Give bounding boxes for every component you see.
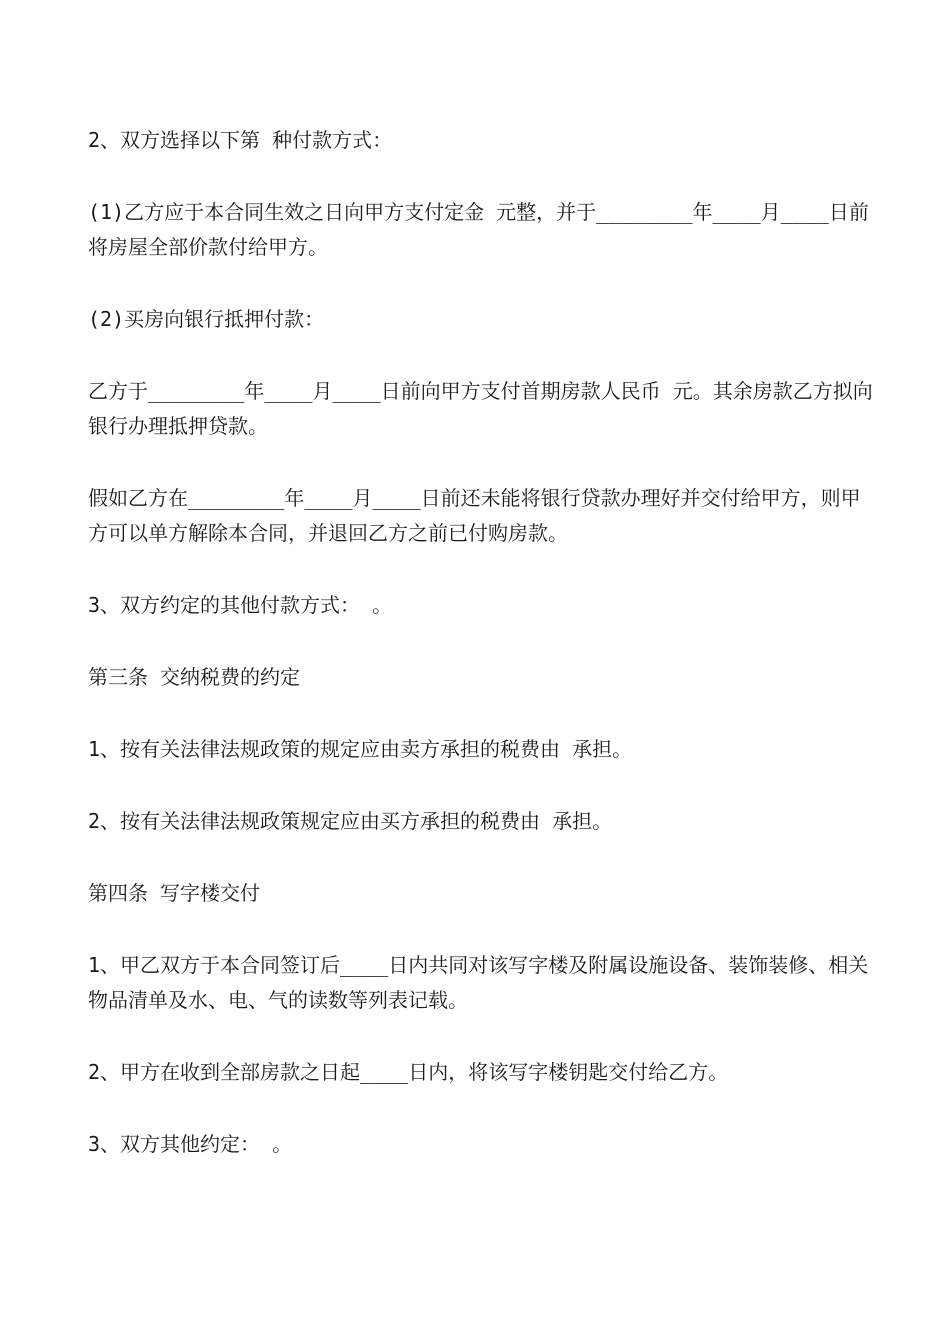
option-1-full-payment: (1)乙方应于本合同生效之日向甲方支付定金 元整，并于________年____月____日前将房屋全部价款付给甲方。: [88, 200, 869, 259]
other-agreement-clause: 3、双方其他约定： 。: [88, 1132, 293, 1156]
article-3-heading: 第三条 交纳税费的约定: [88, 665, 301, 689]
other-payment-method: 3、双方约定的其他付款方式： 。: [88, 593, 393, 617]
payment-method-choice: 2、双方选择以下第 种付款方式：: [88, 128, 393, 152]
article-4-heading: 第四条 写字楼交付: [88, 881, 261, 905]
document-page: [88, 123, 878, 1162]
loan-failure-clause: 假如乙方在________年____月____日前还未能将银行贷款办理好并交付给甲方，则甲方可以单方解除本合同，并退回乙方之前已付购房款。: [88, 486, 861, 545]
option-2-mortgage-heading: (2)买房向银行抵押付款：: [88, 307, 325, 331]
down-payment-clause: 乙方于________年____月____日前向甲方支付首期房款人民币 元。其余房款乙方拟向银行办理抵押贷款。: [88, 379, 873, 438]
buyer-tax-clause: 2、按有关法律法规政策规定应由买方承担的税费由 承担。: [88, 809, 613, 833]
key-handover-clause: 2、甲方在收到全部房款之日起____日内，将该写字楼钥匙交付给乙方。: [88, 1060, 729, 1084]
inventory-clause: 1、甲乙双方于本合同签订后____日内共同对该写字楼及附属设施设备、装饰装修、相关物品清单及水、电、气的读数等列表记载。: [88, 953, 869, 1012]
seller-tax-clause: 1、按有关法律法规政策的规定应由卖方承担的税费由 承担。: [88, 737, 633, 761]
